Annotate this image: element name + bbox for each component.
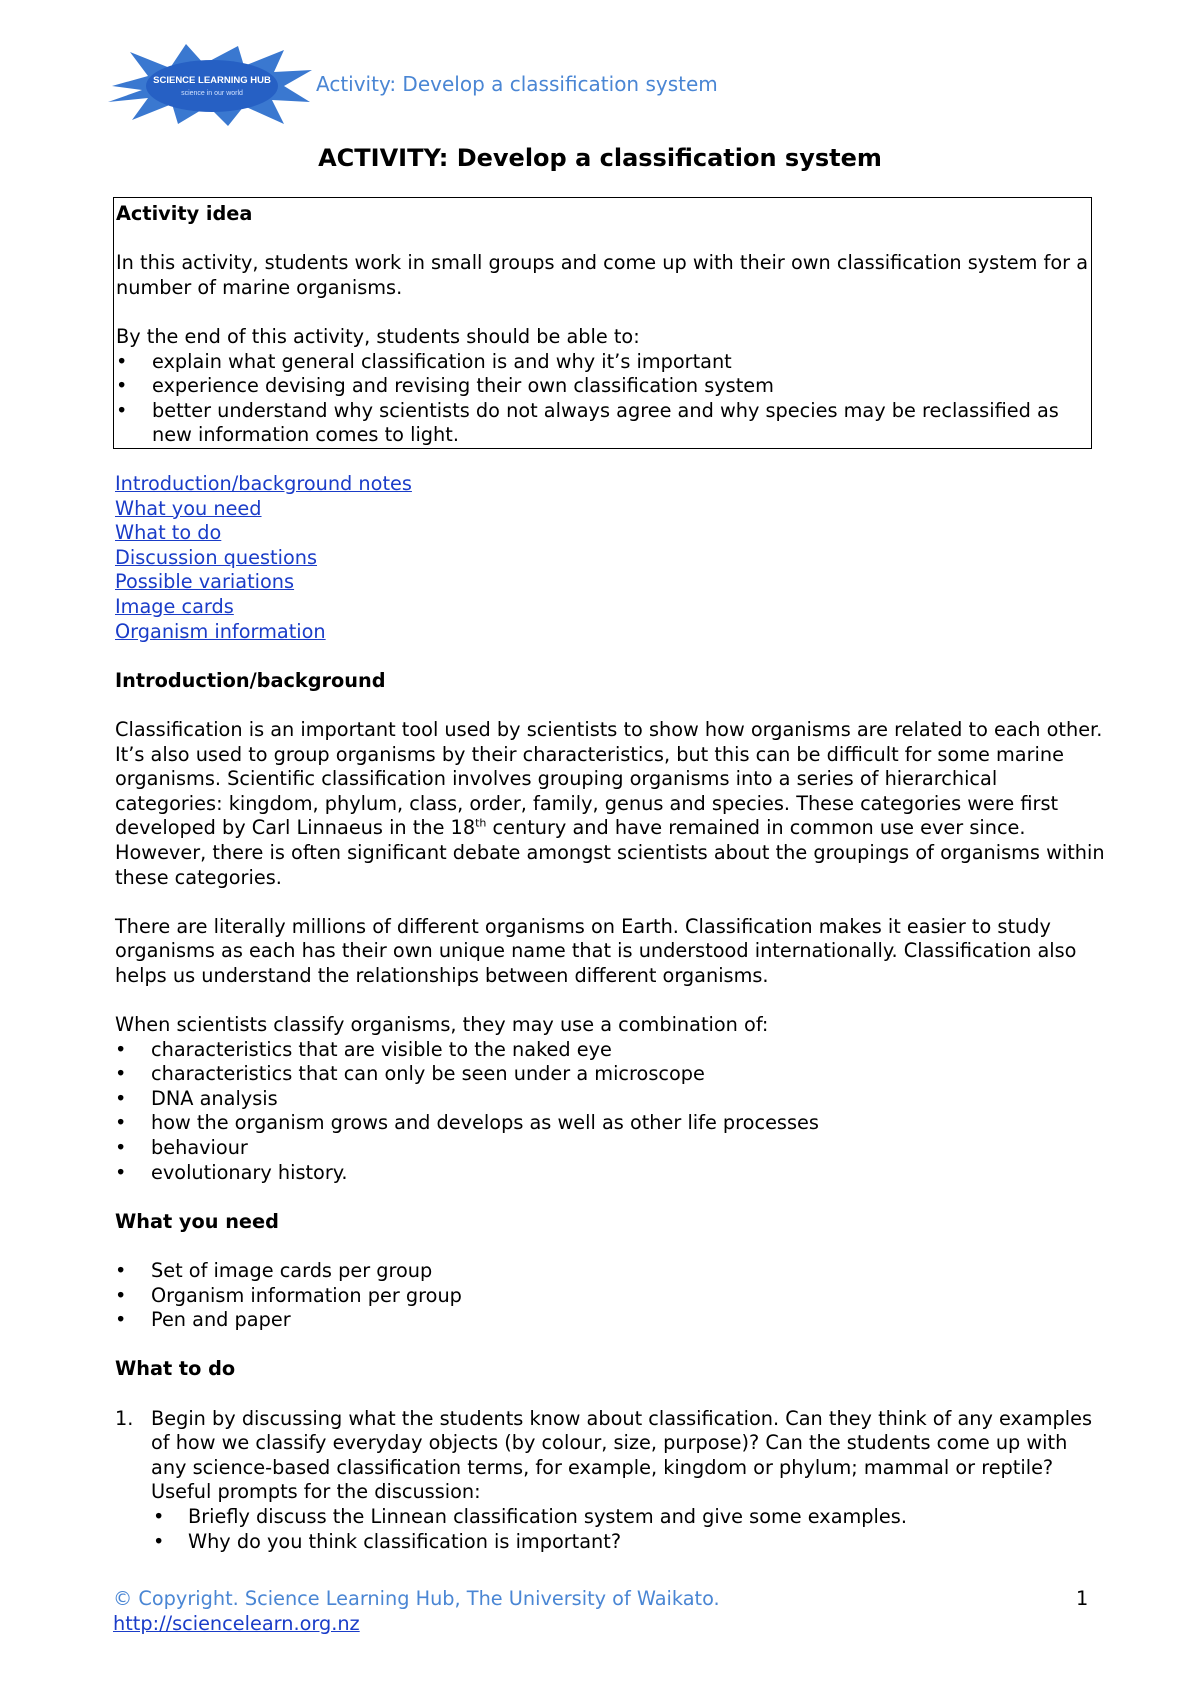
step-text: Begin by discussing what the students know about classification. Can they think of any examples of how we classify everyday objects (by colour, size, purpose)? Can the students come up with any science-based classification terms, for example, kingdom or phylum; mammal or reptile? Useful prompts for the discussion:	[151, 1406, 1093, 1504]
activity-idea-intro: By the end of this activity, students should be able to:	[116, 324, 640, 348]
introduction-paragraph-1: Classification is an important tool used by scientists to show how organisms are related to each other. It’s also used to group organisms by their characteristics, but this can be difficult for some marine organisms. Scientific classification involves grouping organisms into a series of hierarchical categories: kingdom, phylum, class, order, family, genus and species. These categories were first developed by Carl Linnaeus in the 18th century and have remained in common use ever since. However, there is often significant debate amongst scientists about the groupings of organisms within these categories.	[115, 717, 1105, 889]
logo-text-main: SCIENCE LEARNING HUB	[153, 75, 271, 86]
activity-idea-paragraph: In this activity, students work in small groups and come up with their own classification system for a number of marine organisms.	[116, 251, 1089, 299]
list-item: • experience devising and revising their own classification system	[116, 374, 1089, 399]
what-you-need-bullets	[115, 1259, 1105, 1333]
activity-idea-heading: Activity idea	[116, 202, 253, 225]
list-item: • Set of image cards per group	[115, 1259, 1105, 1284]
science-learning-hub-logo	[108, 42, 314, 128]
link-what-you-need[interactable]: What you need	[115, 496, 262, 520]
header-title: Activity: Develop a classification system	[316, 72, 718, 96]
what-you-need-heading: What you need	[115, 1209, 279, 1233]
footer-copyright: © Copyright. Science Learning Hub, The University of Waikato.	[113, 1587, 720, 1610]
logo-text-tagline: science in our world	[181, 90, 243, 97]
section-links	[115, 472, 1105, 644]
main-content	[115, 472, 1105, 1554]
list-item: • Why do you think classification is important?	[115, 1530, 1105, 1555]
list-item: • characteristics that are visible to the naked eye	[115, 1038, 1105, 1063]
introduction-paragraph-2: There are literally millions of different organisms on Earth. Classification makes it easier to study organisms as each has their own unique name that is understood internationally. Classification also helps us understand the relationships between different organisms.	[115, 914, 1077, 987]
link-organism-information[interactable]: Organism information	[115, 619, 326, 643]
footer-website-link[interactable]: http://sciencelearn.org.nz	[113, 1612, 360, 1635]
what-to-do-steps	[115, 1407, 1105, 1555]
list-item: • better understand why scientists do not always agree and why species may be reclassified as new information comes to light.	[116, 399, 1089, 448]
what-to-do-heading: What to do	[115, 1357, 236, 1381]
list-item: • explain what general classification is and why it’s important	[116, 350, 1089, 375]
document-title: ACTIVITY: Develop a classification system	[318, 144, 882, 172]
list-item: • characteristics that can only be seen under a microscope	[115, 1062, 1105, 1087]
introduction-paragraph-3: When scientists classify organisms, they may use a combination of:	[115, 1013, 769, 1037]
list-item: • Organism information per group	[115, 1284, 1105, 1309]
list-item: • DNA analysis	[115, 1087, 1105, 1112]
activity-idea-bullets	[116, 350, 1089, 448]
link-introduction[interactable]: Introduction/background notes	[115, 472, 412, 495]
activity-idea-box	[113, 197, 1092, 449]
step-number: 1.	[115, 1406, 134, 1430]
list-item: • evolutionary history.	[115, 1161, 1105, 1186]
link-what-to-do[interactable]: What to do	[115, 521, 222, 545]
step-item	[115, 1407, 1105, 1555]
page-number: 1	[1076, 1587, 1089, 1610]
step-sub-bullets	[115, 1505, 1105, 1554]
link-possible-variations[interactable]: Possible variations	[115, 570, 295, 594]
list-item: • Briefly discuss the Linnean classification system and give some examples.	[115, 1505, 1105, 1530]
introduction-bullets	[115, 1038, 1105, 1186]
link-discussion-questions[interactable]: Discussion questions	[115, 545, 318, 569]
list-item: • behaviour	[115, 1136, 1105, 1161]
introduction-heading: Introduction/background	[115, 668, 386, 692]
link-image-cards[interactable]: Image cards	[115, 594, 234, 618]
list-item: • Pen and paper	[115, 1308, 1105, 1333]
list-item: • how the organism grows and develops as well as other life processes	[115, 1111, 1105, 1136]
